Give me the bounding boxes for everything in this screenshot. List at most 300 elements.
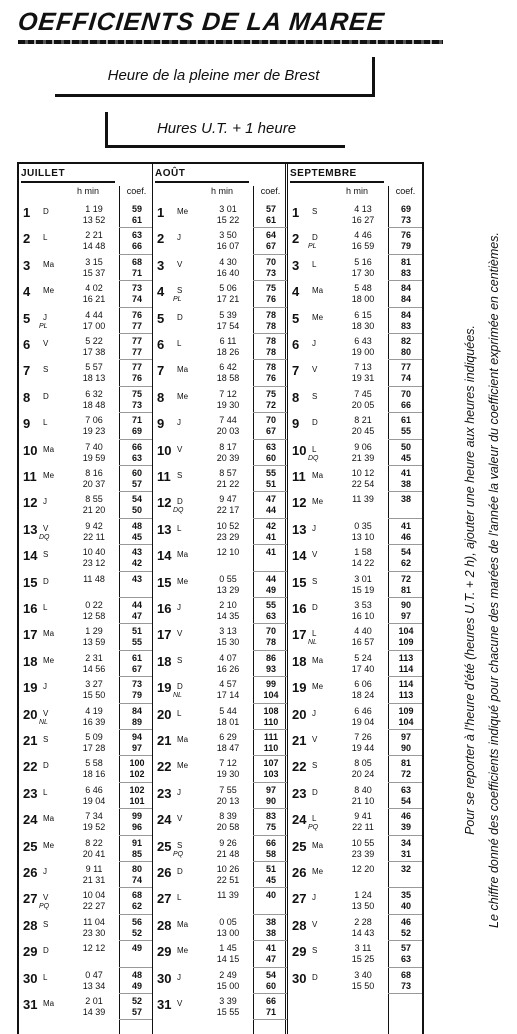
- weekday: V: [177, 814, 183, 824]
- table-row: [288, 440, 421, 466]
- high-tide-time-1: 5 09: [85, 732, 103, 742]
- table-row: [288, 360, 421, 386]
- weekday: Ma: [43, 629, 55, 639]
- high-tide-time-2: 18 30: [351, 320, 375, 331]
- coefficient-2: 90: [400, 743, 411, 753]
- day-number: 24: [157, 812, 172, 828]
- table-row: [288, 545, 421, 571]
- coefficient-2: 60: [265, 980, 276, 991]
- high-tide-time-1: 10 40: [82, 547, 106, 558]
- coefficient-1: 111: [263, 732, 279, 742]
- high-tide-time-1: 10 55: [351, 837, 375, 848]
- day-number: 12: [157, 495, 172, 511]
- high-tide-time-2: 15 30: [216, 637, 240, 648]
- row-rule: [119, 1019, 153, 1020]
- coefficient-2: 47: [131, 611, 142, 621]
- table-row: [288, 492, 421, 518]
- coefficient-1: 81: [400, 256, 411, 267]
- coefficient-1: 66: [131, 441, 142, 452]
- weekday: V: [43, 339, 49, 348]
- day-number: 23: [23, 785, 38, 801]
- high-tide-time-2: 17 00: [82, 320, 106, 331]
- weekday: L: [312, 814, 317, 824]
- coefficient-1: 97: [400, 732, 411, 742]
- moon-phase: PQ: [308, 824, 319, 832]
- side-note-coefficient: Le chiffre donné des coefficients indiqué pour chacune des marées de l'année la valeur du coefficient exprimée en centièmes.: [487, 232, 501, 928]
- coefficient-2: 49: [265, 584, 276, 595]
- high-tide-time-2: 19 59: [82, 452, 106, 463]
- day-number: 11: [157, 469, 171, 484]
- high-tide-time-2: 19 00: [351, 347, 375, 357]
- high-tide-time-1: 4 46: [354, 230, 372, 241]
- coefficient-1: 99: [265, 679, 276, 690]
- high-tide-time-1: 5 58: [85, 758, 103, 769]
- table-row: [19, 492, 152, 518]
- table-row: [19, 202, 152, 228]
- coefficient-1: 54: [265, 969, 276, 980]
- title-underline: [18, 40, 443, 44]
- high-tide-time-2: 17 14: [216, 690, 240, 701]
- weekday: L: [177, 708, 182, 718]
- coefficient-2: 38: [400, 479, 411, 489]
- day-number: 13: [157, 521, 172, 537]
- weekday: J: [177, 418, 181, 428]
- coefficient-2: 77: [131, 347, 142, 357]
- coefficient-2: 84: [400, 294, 411, 305]
- coefficient-2: 102: [129, 769, 145, 780]
- column-header: [19, 186, 152, 200]
- high-tide-time-2: 17 38: [82, 347, 106, 357]
- coefficient-2: 72: [400, 769, 411, 780]
- day-number: 13: [292, 521, 307, 537]
- high-tide-time-2: 20 24: [351, 769, 375, 780]
- coefficient-1: 66: [265, 837, 276, 848]
- table-row: [153, 888, 285, 914]
- coefficient-1: 104: [398, 626, 414, 637]
- coefficient-1: 70: [265, 626, 276, 637]
- day-number: 4: [157, 284, 165, 300]
- day-number: 1: [292, 205, 300, 220]
- high-tide-time-1: 8 57: [219, 468, 237, 478]
- high-tide-time-1: 1 29: [85, 626, 103, 637]
- month-name: JUILLET: [21, 168, 115, 183]
- table-row: [19, 941, 152, 967]
- coefficient-2: 104: [398, 716, 414, 727]
- table-row: [19, 994, 152, 1020]
- coefficient-2: 85: [131, 848, 142, 859]
- weekday: Me: [43, 286, 55, 296]
- weekday: S: [43, 550, 49, 560]
- high-tide-time-2: 14 56: [82, 663, 106, 674]
- day-number: 22: [23, 759, 38, 775]
- high-tide-time-1: 4 13: [354, 204, 372, 214]
- high-tide-time-2: 17 30: [351, 267, 375, 278]
- weekday: V: [177, 629, 183, 639]
- high-tide-time-1: 4 30: [219, 256, 237, 267]
- table-row: [288, 598, 421, 624]
- high-tide-time-2: 19 30: [216, 399, 240, 410]
- day-number: 11: [292, 469, 306, 484]
- day-number: 5: [157, 310, 165, 326]
- coefficient-2: 54: [400, 795, 411, 806]
- high-tide-time-2: 20 45: [351, 426, 375, 437]
- high-tide-time-2: 22 11: [83, 531, 105, 542]
- moon-phase: DQ: [308, 454, 319, 462]
- high-tide-time-1: 3 53: [354, 600, 372, 610]
- hmin-header: h min: [211, 186, 234, 196]
- high-tide-time-1: 2 10: [219, 600, 237, 610]
- coefficient-2: 46: [400, 531, 411, 542]
- high-tide-time-1: 8 39: [219, 811, 237, 822]
- high-tide-time-1: 7 12: [219, 758, 237, 769]
- day-number: 27: [157, 891, 172, 907]
- coefficient-2: 38: [265, 927, 276, 938]
- table-row: [153, 492, 285, 518]
- day-number: 26: [292, 865, 307, 880]
- coefficient-1: 97: [265, 784, 276, 795]
- high-tide-time-1: 1 24: [354, 890, 372, 901]
- high-tide-time-2: 15 50: [351, 980, 375, 991]
- coef-header: coef.: [388, 186, 422, 200]
- coefficient-1: 71: [131, 415, 142, 426]
- coefficient-1: 41: [400, 468, 411, 478]
- table-row: [288, 862, 421, 888]
- high-tide-time-2: 21 39: [351, 452, 375, 463]
- coefficient-1: 68: [131, 890, 142, 901]
- high-tide-time-2: 20 13: [216, 795, 240, 806]
- day-number: 19: [157, 680, 172, 696]
- coefficient-2: 51: [265, 479, 276, 489]
- coefficient-2: 39: [400, 822, 411, 833]
- high-tide-time-2: 21 10: [351, 795, 375, 806]
- high-tide-time-2: 20 37: [82, 479, 106, 489]
- day-number: 4: [23, 284, 31, 300]
- coefficient-2: 69: [131, 426, 142, 437]
- high-tide-time-1: 3 01: [354, 573, 372, 584]
- high-tide-time-2: 20 58: [216, 822, 240, 833]
- day-number: 22: [157, 759, 172, 775]
- day-number: 8: [292, 389, 300, 405]
- hmin-header: h min: [77, 186, 100, 196]
- table-row: [19, 308, 152, 334]
- weekday: D: [43, 576, 49, 586]
- coefficient-1: 99: [131, 811, 142, 822]
- weekday: Ma: [312, 655, 324, 665]
- high-tide-time-1: 6 06: [354, 679, 372, 690]
- high-tide-time-2: 16 39: [82, 716, 106, 727]
- table-row: [153, 783, 285, 809]
- day-number: 3: [157, 257, 165, 273]
- table-row: [288, 888, 421, 914]
- coef-header: coef.: [119, 186, 153, 200]
- table-row: [288, 651, 421, 677]
- weekday: D: [177, 867, 183, 876]
- day-number: 31: [23, 997, 38, 1012]
- day-number: 1: [23, 205, 31, 220]
- weekday: D: [177, 497, 183, 507]
- weekday: J: [177, 233, 181, 243]
- weekday: J: [177, 972, 181, 982]
- table-row: [19, 783, 152, 809]
- table-row: [153, 862, 285, 888]
- high-tide-time-2: 19 04: [351, 716, 375, 727]
- high-tide-time-2: 18 13: [82, 373, 106, 384]
- table-row: [153, 440, 285, 466]
- weekday: Me: [312, 682, 324, 692]
- coefficient-1: 40: [265, 890, 276, 901]
- weekday: V: [43, 893, 49, 903]
- high-tide-time-2: 16 21: [82, 294, 106, 305]
- coefficient-2: 41: [265, 531, 276, 542]
- coefficient-1: 38: [400, 494, 411, 505]
- high-tide-time-2: 19 44: [351, 743, 375, 753]
- high-tide-time-2: 13 52: [82, 215, 106, 225]
- day-number: 5: [23, 310, 31, 326]
- high-tide-time-1: 4 44: [85, 309, 103, 320]
- coefficient-2: 78: [265, 637, 276, 648]
- high-tide-time-1: 1 45: [219, 943, 237, 954]
- day-number: 20: [292, 706, 307, 722]
- coefficient-1: 66: [265, 996, 276, 1006]
- day-number: 27: [292, 891, 307, 907]
- moon-phase: PL: [308, 243, 317, 251]
- table-row: [288, 255, 421, 281]
- weekday: J: [312, 893, 316, 903]
- coefficient-1: 75: [265, 283, 276, 294]
- moon-phase: PL: [39, 322, 48, 330]
- coefficient-1: 78: [265, 336, 276, 346]
- day-number: 29: [23, 944, 38, 960]
- high-tide-time-2: 22 17: [216, 505, 240, 516]
- day-number: 2: [157, 231, 165, 247]
- table-row: [153, 994, 285, 1020]
- table-row: [19, 413, 152, 439]
- day-number: 18: [157, 653, 172, 669]
- weekday: Ma: [177, 550, 189, 560]
- table-row: [288, 387, 421, 413]
- high-tide-time-2: 17 28: [82, 743, 106, 753]
- high-tide-time-2: 14 35: [216, 611, 240, 621]
- day-number: 25: [292, 838, 307, 854]
- coefficient-2: 61: [265, 215, 276, 225]
- coefficient-2: 103: [263, 769, 279, 780]
- coefficient-1: 56: [131, 916, 142, 927]
- table-row: [153, 756, 285, 782]
- coefficient-2: 61: [131, 215, 142, 225]
- day-number: 14: [157, 548, 172, 564]
- coefficient-1: 55: [265, 600, 276, 610]
- high-tide-time-1: 9 47: [219, 494, 237, 505]
- high-tide-time-2: 16 26: [216, 663, 240, 674]
- weekday: Ma: [43, 444, 55, 454]
- high-tide-time-1: 12 20: [351, 864, 375, 874]
- weekday: D: [312, 418, 318, 428]
- coefficient-1: 34: [400, 837, 411, 848]
- day-number: 24: [23, 812, 38, 828]
- coefficient-1: 68: [400, 969, 411, 980]
- coefficient-2: 89: [131, 716, 142, 727]
- table-row: [153, 836, 285, 862]
- day-number: 23: [157, 785, 172, 801]
- high-tide-time-2: 17 21: [216, 294, 240, 305]
- coefficient-1: 78: [265, 309, 276, 320]
- weekday: S: [312, 391, 318, 401]
- table-row: [19, 888, 152, 914]
- high-tide-time-1: 1 19: [85, 204, 103, 214]
- month-name: SEPTEMBRE: [290, 168, 384, 183]
- side-note-summer-time: Pour se reporter à l'heure d'été (heures U.T. + 2 h), ajouter une heure aux heures indiquées.: [463, 325, 477, 835]
- coefficient-1: 75: [131, 388, 142, 399]
- high-tide-time-1: 5 39: [219, 309, 237, 320]
- day-number: 20: [157, 706, 172, 722]
- page-title: OEFFICIENTS DE LA MAREE: [16, 8, 387, 36]
- coefficient-1: 75: [265, 388, 276, 399]
- day-number: 30: [292, 970, 307, 986]
- table-row: [153, 677, 285, 703]
- coefficient-1: 60: [131, 468, 142, 478]
- table-row: [19, 387, 152, 413]
- coefficient-2: 101: [129, 795, 145, 806]
- high-tide-time-1: 11 48: [83, 573, 105, 584]
- day-number: 21: [157, 733, 172, 748]
- coefficient-2: 77: [131, 320, 142, 331]
- table-row: [19, 704, 152, 730]
- high-tide-time-1: 11 39: [352, 494, 374, 505]
- high-tide-time-2: 19 31: [351, 373, 375, 384]
- high-tide-time-1: 7 44: [219, 415, 237, 426]
- weekday: S: [177, 655, 183, 665]
- coefficient-2: 81: [400, 584, 411, 595]
- coefficient-2: 73: [400, 980, 411, 991]
- coefficient-2: 83: [400, 320, 411, 331]
- coefficient-2: 78: [265, 320, 276, 331]
- day-number: 23: [292, 785, 307, 801]
- moon-phase: NL: [39, 718, 48, 726]
- coefficient-1: 114: [398, 679, 414, 690]
- moon-phase: DQ: [39, 533, 50, 541]
- high-tide-time-1: 3 50: [219, 230, 237, 241]
- weekday: Ma: [177, 365, 189, 375]
- high-tide-time-1: 0 55: [219, 573, 237, 584]
- column-header: [288, 186, 421, 200]
- day-number: 4: [292, 284, 300, 300]
- weekday: J: [43, 682, 47, 692]
- high-tide-time-2: 14 39: [82, 1007, 106, 1017]
- coefficient-1: 80: [131, 864, 142, 874]
- coefficient-2: 96: [131, 822, 142, 833]
- coefficient-2: 66: [131, 241, 142, 252]
- table-row: [288, 783, 421, 809]
- table-row: [153, 202, 285, 228]
- table-row: [19, 440, 152, 466]
- high-tide-time-2: 13 00: [216, 927, 240, 938]
- day-number: 11: [23, 469, 37, 484]
- high-tide-time-2: 18 26: [216, 347, 240, 357]
- coefficient-1: 35: [400, 890, 411, 901]
- coefficient-2: 63: [400, 954, 411, 965]
- table-row: [153, 915, 285, 941]
- weekday: L: [43, 418, 48, 428]
- coefficient-1: 63: [131, 230, 142, 241]
- day-number: 20: [23, 706, 38, 722]
- table-row: [153, 387, 285, 413]
- high-tide-time-2: 15 19: [351, 584, 375, 595]
- coefficient-1: 54: [400, 547, 411, 558]
- table-row: [288, 334, 421, 360]
- high-tide-time-1: 12 12: [82, 943, 106, 954]
- table-row: [288, 519, 421, 545]
- coefficient-2: 110: [263, 743, 279, 753]
- day-number: 25: [157, 838, 172, 854]
- high-tide-time-1: 9 42: [85, 520, 103, 531]
- high-tide-time-2: 16 59: [351, 241, 375, 252]
- day-number: 22: [292, 759, 307, 775]
- coefficient-1: 84: [400, 283, 411, 294]
- high-tide-time-1: 4 57: [219, 679, 237, 690]
- day-number: 28: [157, 917, 172, 933]
- high-tide-time-1: 5 24: [354, 652, 372, 663]
- coefficient-2: 67: [131, 663, 142, 674]
- coefficient-2: 42: [131, 558, 142, 569]
- table-row: [19, 545, 152, 571]
- weekday: Me: [43, 840, 55, 850]
- hmin-header: h min: [346, 186, 369, 196]
- coefficient-1: 70: [265, 256, 276, 267]
- day-number: 3: [23, 257, 31, 273]
- high-tide-time-1: 6 11: [219, 336, 237, 346]
- table-row: [153, 334, 285, 360]
- high-tide-time-2: 20 41: [82, 848, 106, 859]
- coefficient-2: 93: [265, 663, 276, 674]
- weekday: J: [43, 497, 47, 507]
- coefficient-1: 49: [131, 943, 142, 954]
- weekday: V: [177, 259, 183, 269]
- day-number: 15: [292, 574, 307, 590]
- coefficient-1: 100: [129, 758, 145, 769]
- coefficient-1: 73: [131, 283, 142, 294]
- high-tide-time-2: 13 59: [82, 637, 106, 648]
- day-number: 5: [292, 310, 300, 326]
- table-row: [19, 228, 152, 254]
- high-tide-time-1: 5 06: [219, 283, 237, 294]
- coefficient-1: 63: [265, 441, 276, 452]
- high-tide-time-1: 5 16: [354, 256, 372, 267]
- weekday: Me: [43, 655, 55, 665]
- table-row: [288, 308, 421, 334]
- day-number: 15: [23, 574, 38, 590]
- weekday: J: [43, 312, 47, 322]
- coefficient-1: 42: [265, 520, 276, 531]
- high-tide-time-1: 7 26: [354, 732, 372, 742]
- high-tide-time-2: 22 27: [82, 901, 106, 912]
- table-row: [153, 413, 285, 439]
- weekday: S: [177, 286, 183, 296]
- coefficient-2: 75: [265, 822, 276, 833]
- weekday: D: [312, 972, 318, 982]
- coefficient-2: 31: [400, 848, 411, 859]
- month-name: AOÛT: [155, 168, 249, 183]
- coefficient-1: 113: [398, 652, 414, 663]
- coefficient-2: 47: [265, 954, 276, 965]
- high-tide-time-1: 1 58: [354, 547, 372, 558]
- coef-header: coef.: [253, 186, 287, 200]
- high-tide-time-2: 23 29: [216, 531, 240, 542]
- table-row: [153, 624, 285, 650]
- timezone-box: [105, 112, 345, 148]
- coefficient-2: 80: [400, 347, 411, 357]
- high-tide-time-1: 3 15: [85, 256, 103, 267]
- coefficient-1: 51: [131, 626, 142, 637]
